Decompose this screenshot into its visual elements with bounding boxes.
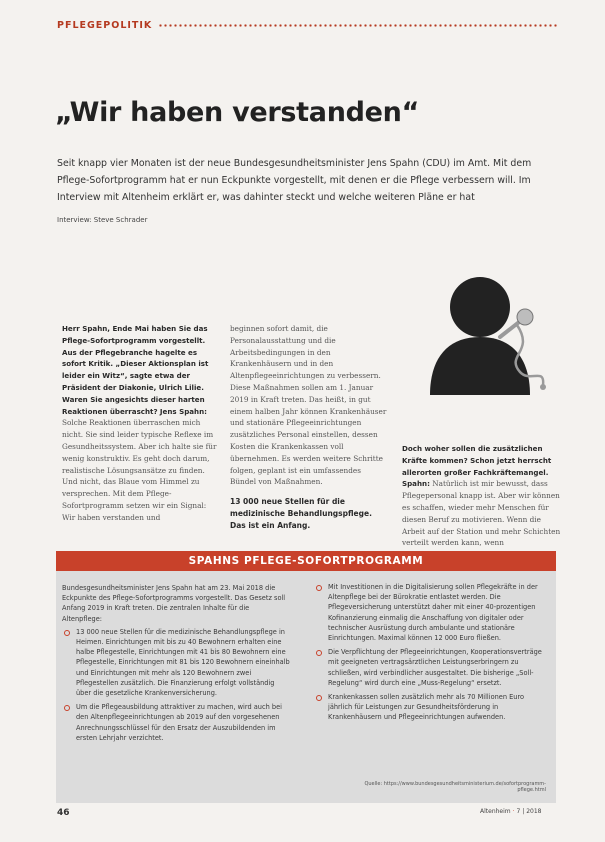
person-speaking-microphone-icon [425,267,565,397]
interview-column-3 [402,443,562,549]
list-item: Um die Pflegeausbildung attraktiver zu machen, wird auch bei den Altenpflegeeinrichtungen ab 2019 auf den vorgesehenen Anrechnungsschlüssel für den Ersatz der Auszubildenden im ersten Lehrjahr verzichtet. [62,702,290,743]
list-item: 13 000 neue Stellen für die medizinische Behandlungspflege in Heimen. Einrichtungen mit bis zu 40 Bewohnern erhalten eine halbe Pflegestelle, Einrichtungen mit 41 bis 80 Bewohnern eine Pflegestelle, Einrichtungen mit 81 bis 120 Bewohnern eineinhalb und Einrichtungen mit mehr als 120 Bewohnern zwei Pflegestellen zusätzlich. Die Finanzierung erfolgt vollständig über die gesetzliche Krankenversicherung. [62,627,290,698]
section-label: PFLEGEPOLITIK [57,19,153,31]
magazine-name: Altenheim [480,808,511,815]
lead-paragraph: Seit knapp vier Monaten ist der neue Bundesgesundheitsminister Jens Spahn (CDU) im Amt. Mit dem Pflege-Sofortprogramm hat er nun Eckpunkte vorgestellt, mit denen er die Pflege verbessern will. Im Interview mit Altenheim erklärt er, was dahinter steckt und welche weiteren Pläne er hat [57,158,532,203]
source-note: Quelle: https://www.bundesgesundheitsministerium.de/sofortprogramm-pflege.html [364,781,546,793]
answer-1-continued: beginnen sofort damit, die Personalausstattung und die Arbeitsbedingungen in den Krankenhäusern und in den Altenpflegeeinrichtungen zu verbessern. Diese Maßnahmen sollen am 1. Januar 2019 in Kraft treten. Das heißt, in gut einem halben Jahr können Krankenhäuser und stationäre Pflegeeinrichtungen zusätzliches Personal einstellen, dessen Kosten die Krankenkassen voll übernehmen. Es werden weitere Schritte folgen, geplant ist ein umfassendes Bündel von Maßnahmen. [230,324,387,487]
list-item: Die Verpflichtung der Pflegeeinrichtungen, Kooperationsverträge mit geeigneten vertragsärztlichen Leistungserbringern zu schließen, wird verbindlicher ausgestaltet. Die bisherige „Soll-Regelung“ wird durch eine „Muss-Regelung“ ersetzt. [314,647,546,688]
answer-2: Natürlich ist mir bewusst, dass Pflegepersonal knapp ist. Aber wir können es schaffen, wieder mehr Menschen für diesen Beruf zu motivieren. Wenn die Arbeit auf der Station und mehr Schichten verteilt werden kann, wenn [402,479,561,548]
info-box-intro: Bundesgesundheitsminister Jens Spahn hat am 23. Mai 2018 die Eckpunkte des Pflege-Sofortprogramms vorgestellt. Das Gesetz soll Anfang 2019 in Kraft treten. Die zentralen Inhalte für die Altenpflege: [62,584,286,623]
question-1: Herr Spahn, Ende Mai haben Sie das Pflege-Sofortprogramm vorgestellt. Aus der Pflegebranche hagelte es sofort Kritik. „Dieser Aktionsplan ist leider ein Witz“, sagte etwa der Präsident der Diakonie, Ulrich Lilie. Waren Sie angesichts dieser harten Reaktionen überrascht? [62,324,209,416]
section-header [57,18,557,32]
answer-1-speaker: Jens Spahn: [159,406,207,416]
column-subhead: 13 000 neue Stellen für die medizinische Behandlungspflege. Das ist ein Anfang. [230,497,372,531]
list-item: Krankenkassen sollen zusätzlich mehr als 70 Millionen Euro jährlich für Leistungen zur Gesundheitsförderung in Krankenhäusern und Pflegeeinrichtungen aufwenden. [314,692,546,723]
byline: Interview: Steve Schrader [57,216,148,224]
info-box-left-list [62,627,290,743]
interview-column-2 [230,323,387,532]
info-box-right-column [314,579,546,727]
issue-number: 7 | 2018 [516,808,542,815]
dotted-rule [158,24,557,27]
info-box-right-list [314,582,546,723]
page-number: 46 [57,808,70,818]
answer-2-speaker: Spahn: [402,479,430,489]
interview-column-1 [62,323,219,524]
info-box-title: SPAHNS PFLEGE-SOFORTPROGRAMM [56,551,556,571]
answer-1: Solche Reaktionen überraschen mich nicht. Sie sind leider typische Reflexe im Gesundheitssystem. Aber ich halte sie für wenig konstruktiv. Es geht doch darum, realistische Lösungsansätze zu finden. Und nicht, das Blaue vom Himmel zu versprechen. Mit dem Pflege-Sofortprogramm setzen wir ein Signal: Wir haben verstanden und [62,418,217,522]
info-box [56,551,556,803]
info-box-left-column [62,583,290,747]
footer-publication: Altenheim · 7 | 2018 [480,808,542,815]
question-2: Doch woher sollen die zusätzlichen Kräfte kommen? Schon jetzt herrscht allerorten großer Fachkräftemangel. [402,444,552,477]
list-item: Mit Investitionen in die Digitalisierung sollen Pflegekräfte in der Altenpflege bei der Bürokratie entlastet werden. Die Pflegeversicherung unterstützt daher mit einer 40-prozentigen Kofinanzierung einmalig die Anschaffung von digitaler oder technischer Ausrüstung durch ambulante und stationäre Einrichtungen. Maximal können 12 000 Euro fließen. [314,582,546,643]
headline: „Wir haben verstanden“ [55,97,420,128]
